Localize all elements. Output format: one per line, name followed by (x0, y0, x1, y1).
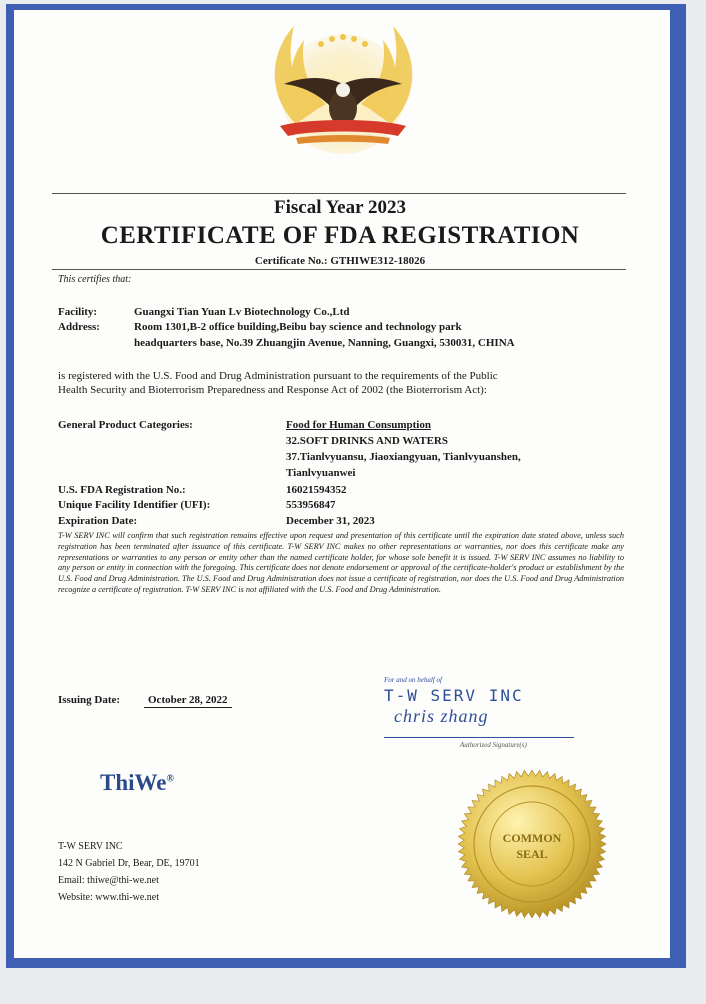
disclaimer-text: T-W SERV INC will confirm that such registration remains effective upon request and presentation of this certificate until the expiration date stated above, unless such registration has been terminated after issuance of this certificate. T-W SERV INC makes no other representations or warranties, nor does this certificate make any representations or warranties to any person or entity other than the named certificate holder, for whose sole benefit it is issued. T-W SERV INC assumes no liability to any person or entity in connection with the foregoing. This certificate does not denote endorsement or approval of the certificate-holder's product or establishment by the U.S. Food and Drug Administration. The U.S. Food and Drug Administration does not issue a certificate of registration, nor does the U.S. Food and Drug Administration recognize a certificate of registration. T-W SERV INC is not affiliated with the U.S. Food and Drug Administration. (58, 531, 624, 594)
address-label: Address: (58, 321, 100, 333)
seal-text-line1: COMMON (502, 831, 562, 845)
signature-handwriting: chris zhang (394, 706, 489, 726)
intro-text: This certifies that: (58, 274, 132, 285)
facility-label: Facility: (58, 306, 98, 318)
issuing-date-value: October 28, 2022 (144, 694, 232, 708)
footer-website: Website: www.thi-we.net (58, 892, 160, 903)
seal-text-line2: SEAL (516, 847, 548, 861)
ufi-value: 553956847 (286, 499, 336, 511)
footer-email: Email: thiwe@thi-we.net (58, 875, 159, 886)
eagle-emblem-icon (256, 14, 431, 164)
signature-line (384, 737, 574, 738)
gold-seal-icon (456, 768, 608, 920)
thiwe-logo (100, 770, 174, 796)
signature-company: T-W SERV INC (384, 686, 524, 705)
categories-heading: Food for Human Consumption (286, 419, 431, 431)
category-line1: 32.SOFT DRINKS AND WATERS (286, 435, 448, 447)
footer-company: T-W SERV INC (58, 841, 123, 852)
registered-mark: ® (166, 773, 174, 785)
ufi-label: Unique Facility Identifier (UFI): (58, 499, 211, 511)
registration-value: 16021594352 (286, 484, 347, 496)
expiration-value: December 31, 2023 (286, 515, 375, 527)
category-line2: 37.Tianlvyuansu, Jiaoxiangyuan, Tianlvyuanshen, (286, 451, 521, 463)
expiration-label: Expiration Date: (58, 515, 138, 527)
footer-address: 142 N Gabriel Dr, Bear, DE, 19701 (58, 858, 200, 869)
signature-caption: Authorized Signature(s) (460, 741, 527, 749)
categories-label: General Product Categories: (58, 419, 193, 431)
signature-on-behalf: For and on behalf of (384, 676, 442, 684)
divider-bottom (52, 269, 626, 270)
category-line3: Tianlvyuanwei (286, 467, 356, 479)
address-line2: headquarters base, No.39 Zhuangjin Avenue, Nanning, Guangxi, 530031, CHINA (134, 337, 515, 349)
certificate-title: CERTIFICATE OF FDA REGISTRATION (100, 222, 580, 249)
fiscal-year: Fiscal Year 2023 (274, 197, 406, 218)
statement-line2: Health Security and Bioterrorism Preparedness and Response Act of 2002 (the Bioterrorism Act): (58, 384, 487, 396)
registration-label: U.S. FDA Registration No.: (58, 484, 186, 496)
certificate-number: Certificate No.: GTHIWE312-18026 (254, 255, 426, 267)
statement-line1: is registered with the U.S. Food and Drug Administration pursuant to the requirements of the Public (58, 370, 498, 382)
brand-name: ThiWe (100, 770, 167, 795)
divider-top (52, 193, 626, 194)
facility-value: Guangxi Tian Yuan Lv Biotechnology Co.,Ltd (134, 306, 350, 318)
address-line1: Room 1301,B-2 office building,Beibu bay science and technology park (134, 321, 462, 333)
issuing-date-label: Issuing Date: (58, 694, 121, 706)
